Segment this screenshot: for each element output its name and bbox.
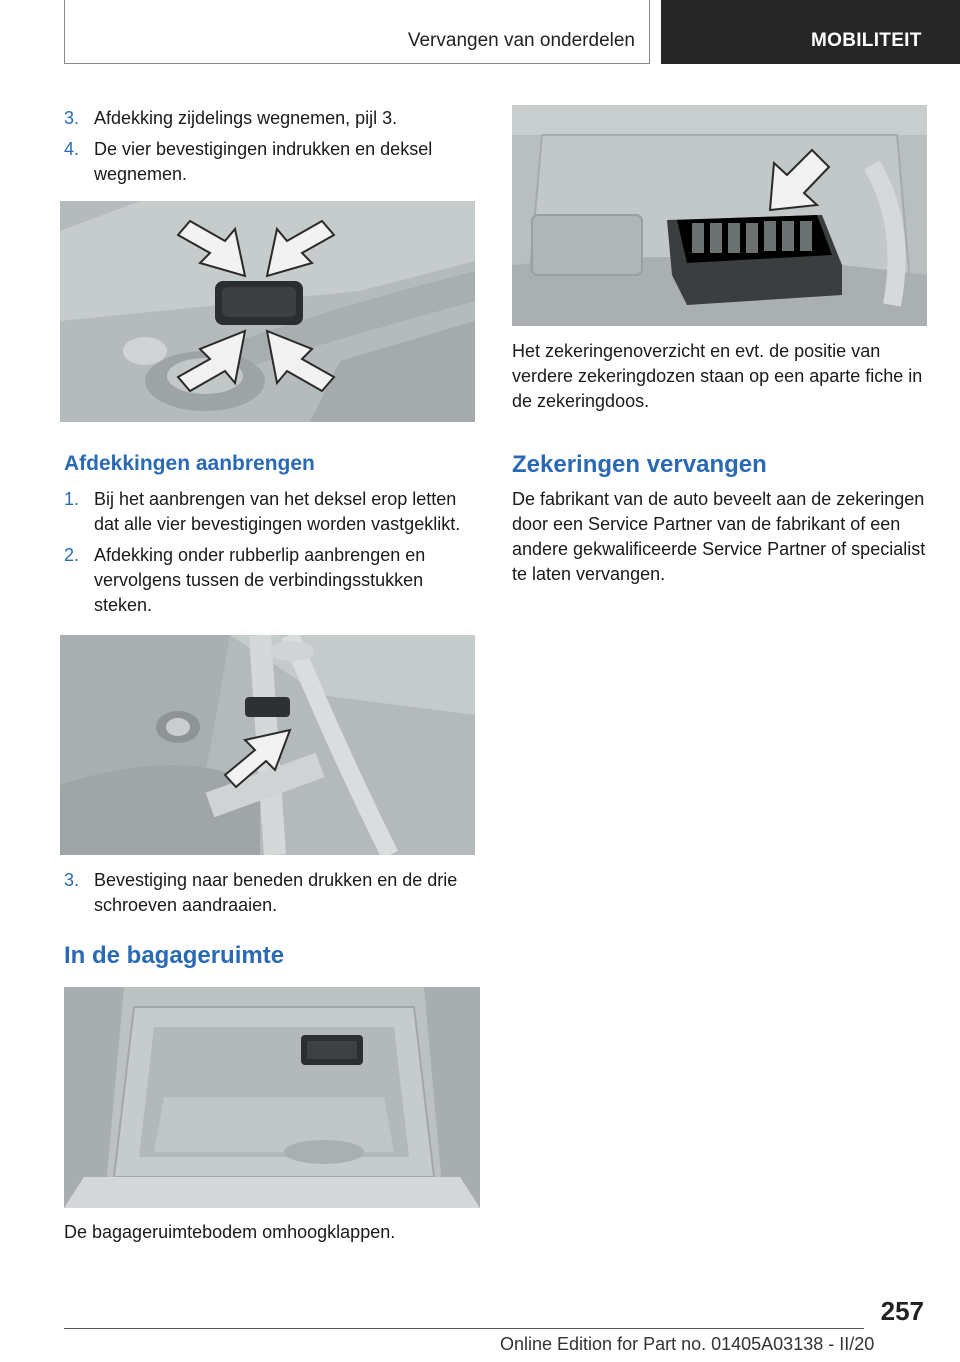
heading-in-de-bagageruimte: In de bagageruimte bbox=[64, 942, 285, 969]
running-header-chapter bbox=[661, 0, 960, 64]
step-item: 2. Afdekking onder rubberlip aanbrengen en vervolgens tussen de verbindingsstukken steken. bbox=[64, 545, 426, 615]
figure-trunk-floor bbox=[64, 987, 480, 1208]
caption-fuse: Het zekeringenoverzicht en evt. de positie van verdere zekeringdozen staan op een aparte fiche in de zekeringdoos. bbox=[512, 341, 923, 411]
heading-zekeringen-vervangen: Zekeringen vervangen bbox=[512, 451, 767, 478]
left-steps-c bbox=[64, 868, 480, 924]
step-item: 1. Bij het aanbrengen van het deksel erop letten dat alle vier bevestigingen worden vastgeklikt. bbox=[64, 489, 461, 534]
step-item: 3. Bevestiging naar beneden drukken en de drie schroeven aandraaien. bbox=[64, 870, 458, 915]
heading-afdekkingen-aanbrengen: Afdekkingen aanbrengen bbox=[64, 452, 315, 475]
figure-fuse-box bbox=[512, 105, 927, 326]
left-steps-a bbox=[64, 106, 480, 193]
step-item: 4. De vier bevestigingen indrukken en deksel wegnemen. bbox=[64, 139, 433, 184]
section-title: Vervangen van onderdelen bbox=[407, 30, 635, 51]
figure-cover-clip bbox=[60, 635, 475, 855]
step-item: 3. Afdekking zijdelings wegnemen, pijl 3. bbox=[64, 108, 398, 128]
figure-engine-cover bbox=[60, 201, 475, 422]
page-number: 257 bbox=[880, 1296, 924, 1326]
running-header-section bbox=[64, 0, 650, 64]
chapter-title: MOBILITEIT bbox=[811, 30, 922, 51]
caption-bagage: De bagageruimtebodem omhoogklappen. bbox=[64, 1222, 396, 1242]
para-zekeringen-vervangen: De fabrikant van de auto beveelt aan de zekeringen door een Service Partner van de fabrikant of een andere gekwalificeerde Service Partner of specialist te laten vervangen. bbox=[512, 489, 926, 584]
left-steps-b bbox=[64, 487, 480, 624]
footer-divider bbox=[64, 1328, 864, 1329]
footer-edition: Online Edition for Part no. 01405A03138 - II/20 bbox=[500, 1334, 875, 1354]
